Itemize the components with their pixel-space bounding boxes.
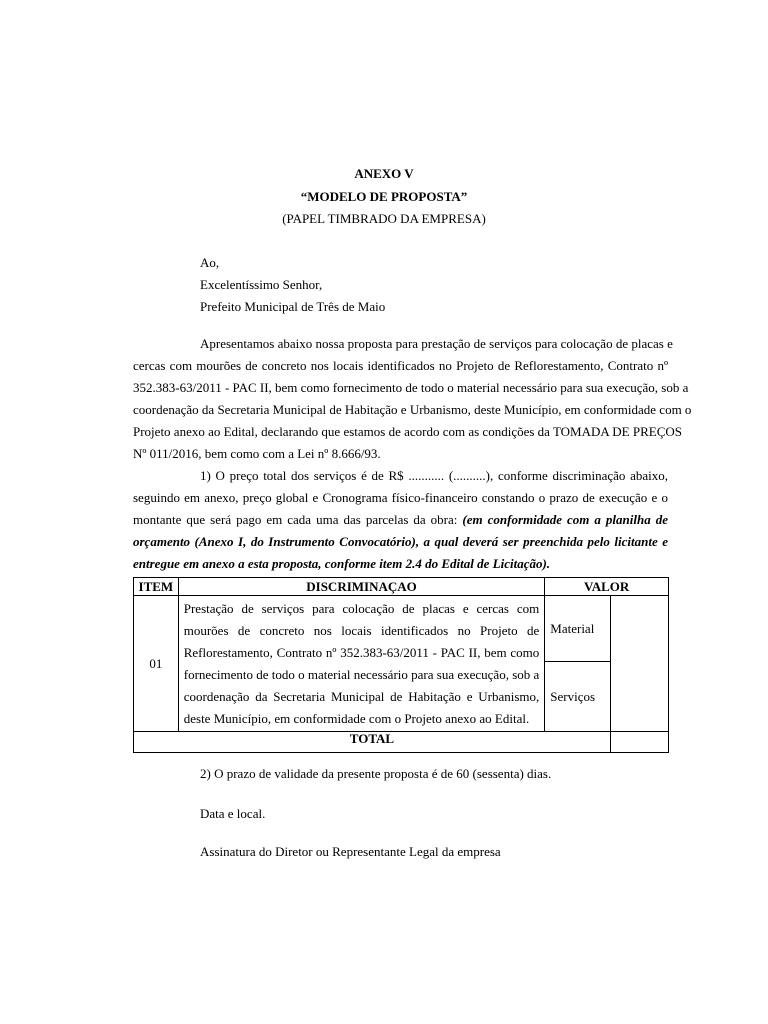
- intro-line-1: Apresentamos abaixo nossa proposta para prestação de serviços para colocação de placas e: [200, 336, 673, 351]
- annex-title: ANEXO V: [354, 166, 414, 181]
- services-label: Serviços: [545, 662, 611, 732]
- item1-line-4: orçamento (Anexo I, do Instrumento Convocatório), a qual deverá ser preenchida pelo licitante e: [133, 534, 668, 549]
- validity-statement: 2) O prazo de validade da presente proposta é de 60 (sessenta) dias.: [200, 766, 552, 781]
- description-line: coordenação da Secretaria Municipal de Habitação e Urbanismo,: [183, 689, 540, 704]
- pricing-table: [133, 577, 669, 753]
- model-title: “MODELO DE PROPOSTA”: [300, 189, 468, 204]
- item-description: [178, 596, 545, 732]
- description-line: deste Município, em conformidade com o Projeto anexo ao Edital.: [183, 711, 530, 726]
- date-place: Data e local.: [200, 806, 266, 821]
- value-cell: [610, 596, 668, 732]
- intro-line-5: Projeto anexo ao Edital, declarando que estamos de acordo com as condições da TOMADA DE PREÇOS: [133, 424, 683, 439]
- description-line: fornecimento de todo o material necessário para sua execução, sob a: [183, 667, 540, 682]
- intro-line-3: 352.383-63/2011 - PAC II, bem como fornecimento de todo o material necessário para sua execução, sob a: [133, 380, 689, 395]
- intro-line-2: cercas com mourões de concreto nos locais identificados no Projeto de Reflorestamento, Contrato nº: [133, 358, 668, 373]
- header-value: VALOR: [545, 578, 669, 596]
- header-item: ITEM: [134, 578, 179, 596]
- address-line-2: Excelentíssimo Senhor,: [200, 277, 323, 292]
- item1-line-3-plain: montante que será pago em cada uma das parcelas da obra:: [133, 512, 463, 527]
- letterhead-note: (PAPEL TIMBRADO DA EMPRESA): [282, 211, 486, 226]
- total-value-cell: [610, 732, 668, 753]
- intro-line-6: Nº 011/2016, bem como com a Lei nº 8.666/93.: [133, 446, 381, 461]
- item1-line-3-emphasis: (em conformidade com a planilha de: [462, 512, 668, 527]
- description-line: Prestação de serviços para colocação de placas e cercas com: [183, 601, 540, 616]
- description-line: mourões de concreto nos locais identificados no Projeto de: [183, 623, 540, 638]
- address-line-1: Ao,: [200, 255, 220, 270]
- table-header-row: [134, 578, 669, 596]
- total-row: [134, 732, 669, 753]
- signature-line: Assinatura do Diretor ou Representante Legal da empresa: [200, 844, 501, 859]
- total-label: TOTAL: [134, 732, 611, 753]
- header-discrimination: DISCRIMINAÇAO: [178, 578, 545, 596]
- item-number: 01: [134, 596, 179, 732]
- item1-line-2: seguindo em anexo, preço global e Cronograma físico-financeiro constando o prazo de execução e o: [133, 490, 668, 505]
- item1-line-5: entregue em anexo a esta proposta, conforme item 2.4 do Edital de Licitação).: [133, 556, 551, 571]
- address-line-3: Prefeito Municipal de Três de Maio: [200, 299, 386, 314]
- item1-line-3: [133, 512, 668, 528]
- description-line: Reflorestamento, Contrato nº 352.383-63/2011 - PAC II, bem como: [183, 645, 540, 660]
- material-label: Material: [545, 596, 611, 662]
- item1-line-1: 1) O preço total dos serviços é de R$ ........... (..........), conforme discriminação abaixo,: [200, 468, 668, 483]
- intro-line-4: coordenação da Secretaria Municipal de Habitação e Urbanismo, deste Município, em conformidade com o: [133, 402, 692, 417]
- table-row: [134, 596, 669, 662]
